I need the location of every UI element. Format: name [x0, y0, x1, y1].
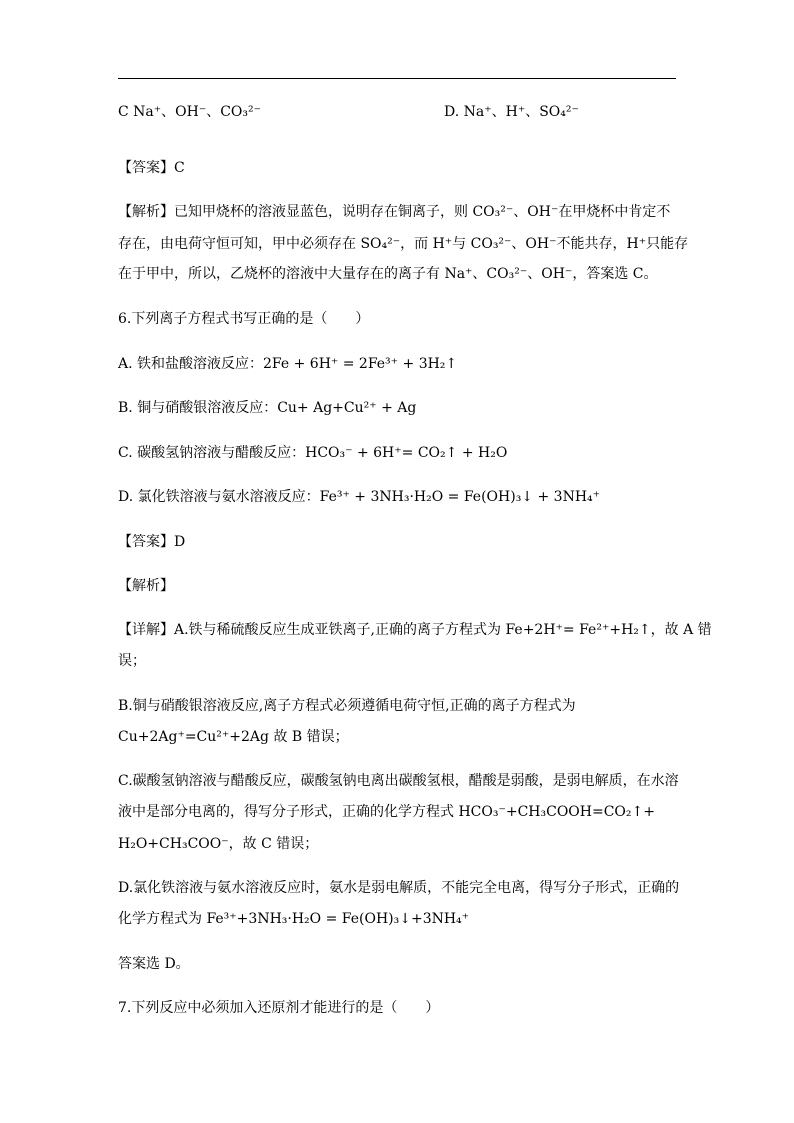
detail-c-line-1: C.碳酸氢钠溶液与醋酸反应，碳酸氢钠电离出碳酸氢根，醋酸是弱酸，是弱电解质，在水溶: [118, 773, 679, 789]
detail-a-line-2: 误；: [118, 653, 146, 669]
question-6-option-a: A. 铁和盐酸溶液反应：2Fe + 6H⁺ = 2Fe³⁺ + 3H₂↑: [118, 356, 458, 372]
detail-c-line-2: 液中是部分电离的，得写分子形式，正确的化学方程式 HCO₃⁻+CH₃COOH=CO₂↑+: [118, 804, 655, 820]
question-6-stem: 6.下列离子方程式书写正确的是（ ）: [118, 311, 370, 327]
analysis-5-line-1: 【解析】已知甲烧杯的溶液显蓝色，说明存在铜离子，则 CO₃²⁻、OH⁻在甲烧杯中肯定不: [118, 204, 671, 220]
detail-d-line-2: 化学方程式为 Fe³⁺+3NH₃·H₂O = Fe(OH)₃↓+3NH₄⁺: [118, 911, 470, 927]
question-7-stem: 7.下列反应中必须加入还原剂才能进行的是（ ）: [118, 1000, 440, 1016]
question-6-option-b: B. 铜与硝酸银溶液反应：Cu+ Ag+Cu²⁺ + Ag: [118, 400, 417, 416]
detail-b-line-1: B.铜与硝酸银溶液反应,离子方程式必须遵循电荷守恒,正确的离子方程式为: [118, 698, 576, 714]
header-rule: [118, 78, 676, 79]
answer-6-line: 【答案】D: [118, 534, 186, 550]
analysis-5-line-2: 存在，由电荷守恒可知，甲中必须存在 SO₄²⁻，而 H⁺与 CO₃²⁻、OH⁻不能共存，H⁺只能存: [118, 236, 689, 252]
question-6-option-c: C. 碳酸氢钠溶液与醋酸反应：HCO₃⁻ + 6H⁺= CO₂↑ + H₂O: [118, 445, 508, 461]
answer-6-conclusion: 答案选 D。: [118, 956, 190, 972]
analysis-6-heading: 【解析】: [118, 578, 174, 594]
detail-d-line-1: D.氯化铁溶液与氨水溶液反应时，氨水是弱电解质，不能完全电离，得写分子形式，正确的: [118, 880, 680, 896]
detail-b-line-2: Cu+2Ag⁺=Cu²⁺+2Ag 故 B 错误；: [118, 729, 349, 745]
answer-5-line: 【答案】C: [118, 160, 185, 176]
option-d-line: D. Na⁺、H⁺、SO₄²⁻: [444, 104, 579, 120]
option-c-line: C Na⁺、OH⁻、CO₃²⁻: [118, 104, 262, 120]
detail-c-line-3: H₂O+CH₃COO⁻，故 C 错误；: [118, 836, 319, 852]
question-6-option-d: D. 氯化铁溶液与氨水溶液反应：Fe³⁺ + 3NH₃·H₂O = Fe(OH)₃↓ + 3NH₄⁺: [118, 489, 601, 505]
detail-a-line-1: 【详解】A.铁与稀硫酸反应生成亚铁离子,正确的离子方程式为 Fe+2H⁺= Fe²⁺+H₂↑，故 A 错: [118, 622, 712, 638]
analysis-5-line-3: 在于甲中，所以，乙烧杯的溶液中大量存在的离子有 Na⁺、CO₃²⁻、OH⁻，答案选 C。: [118, 266, 658, 282]
